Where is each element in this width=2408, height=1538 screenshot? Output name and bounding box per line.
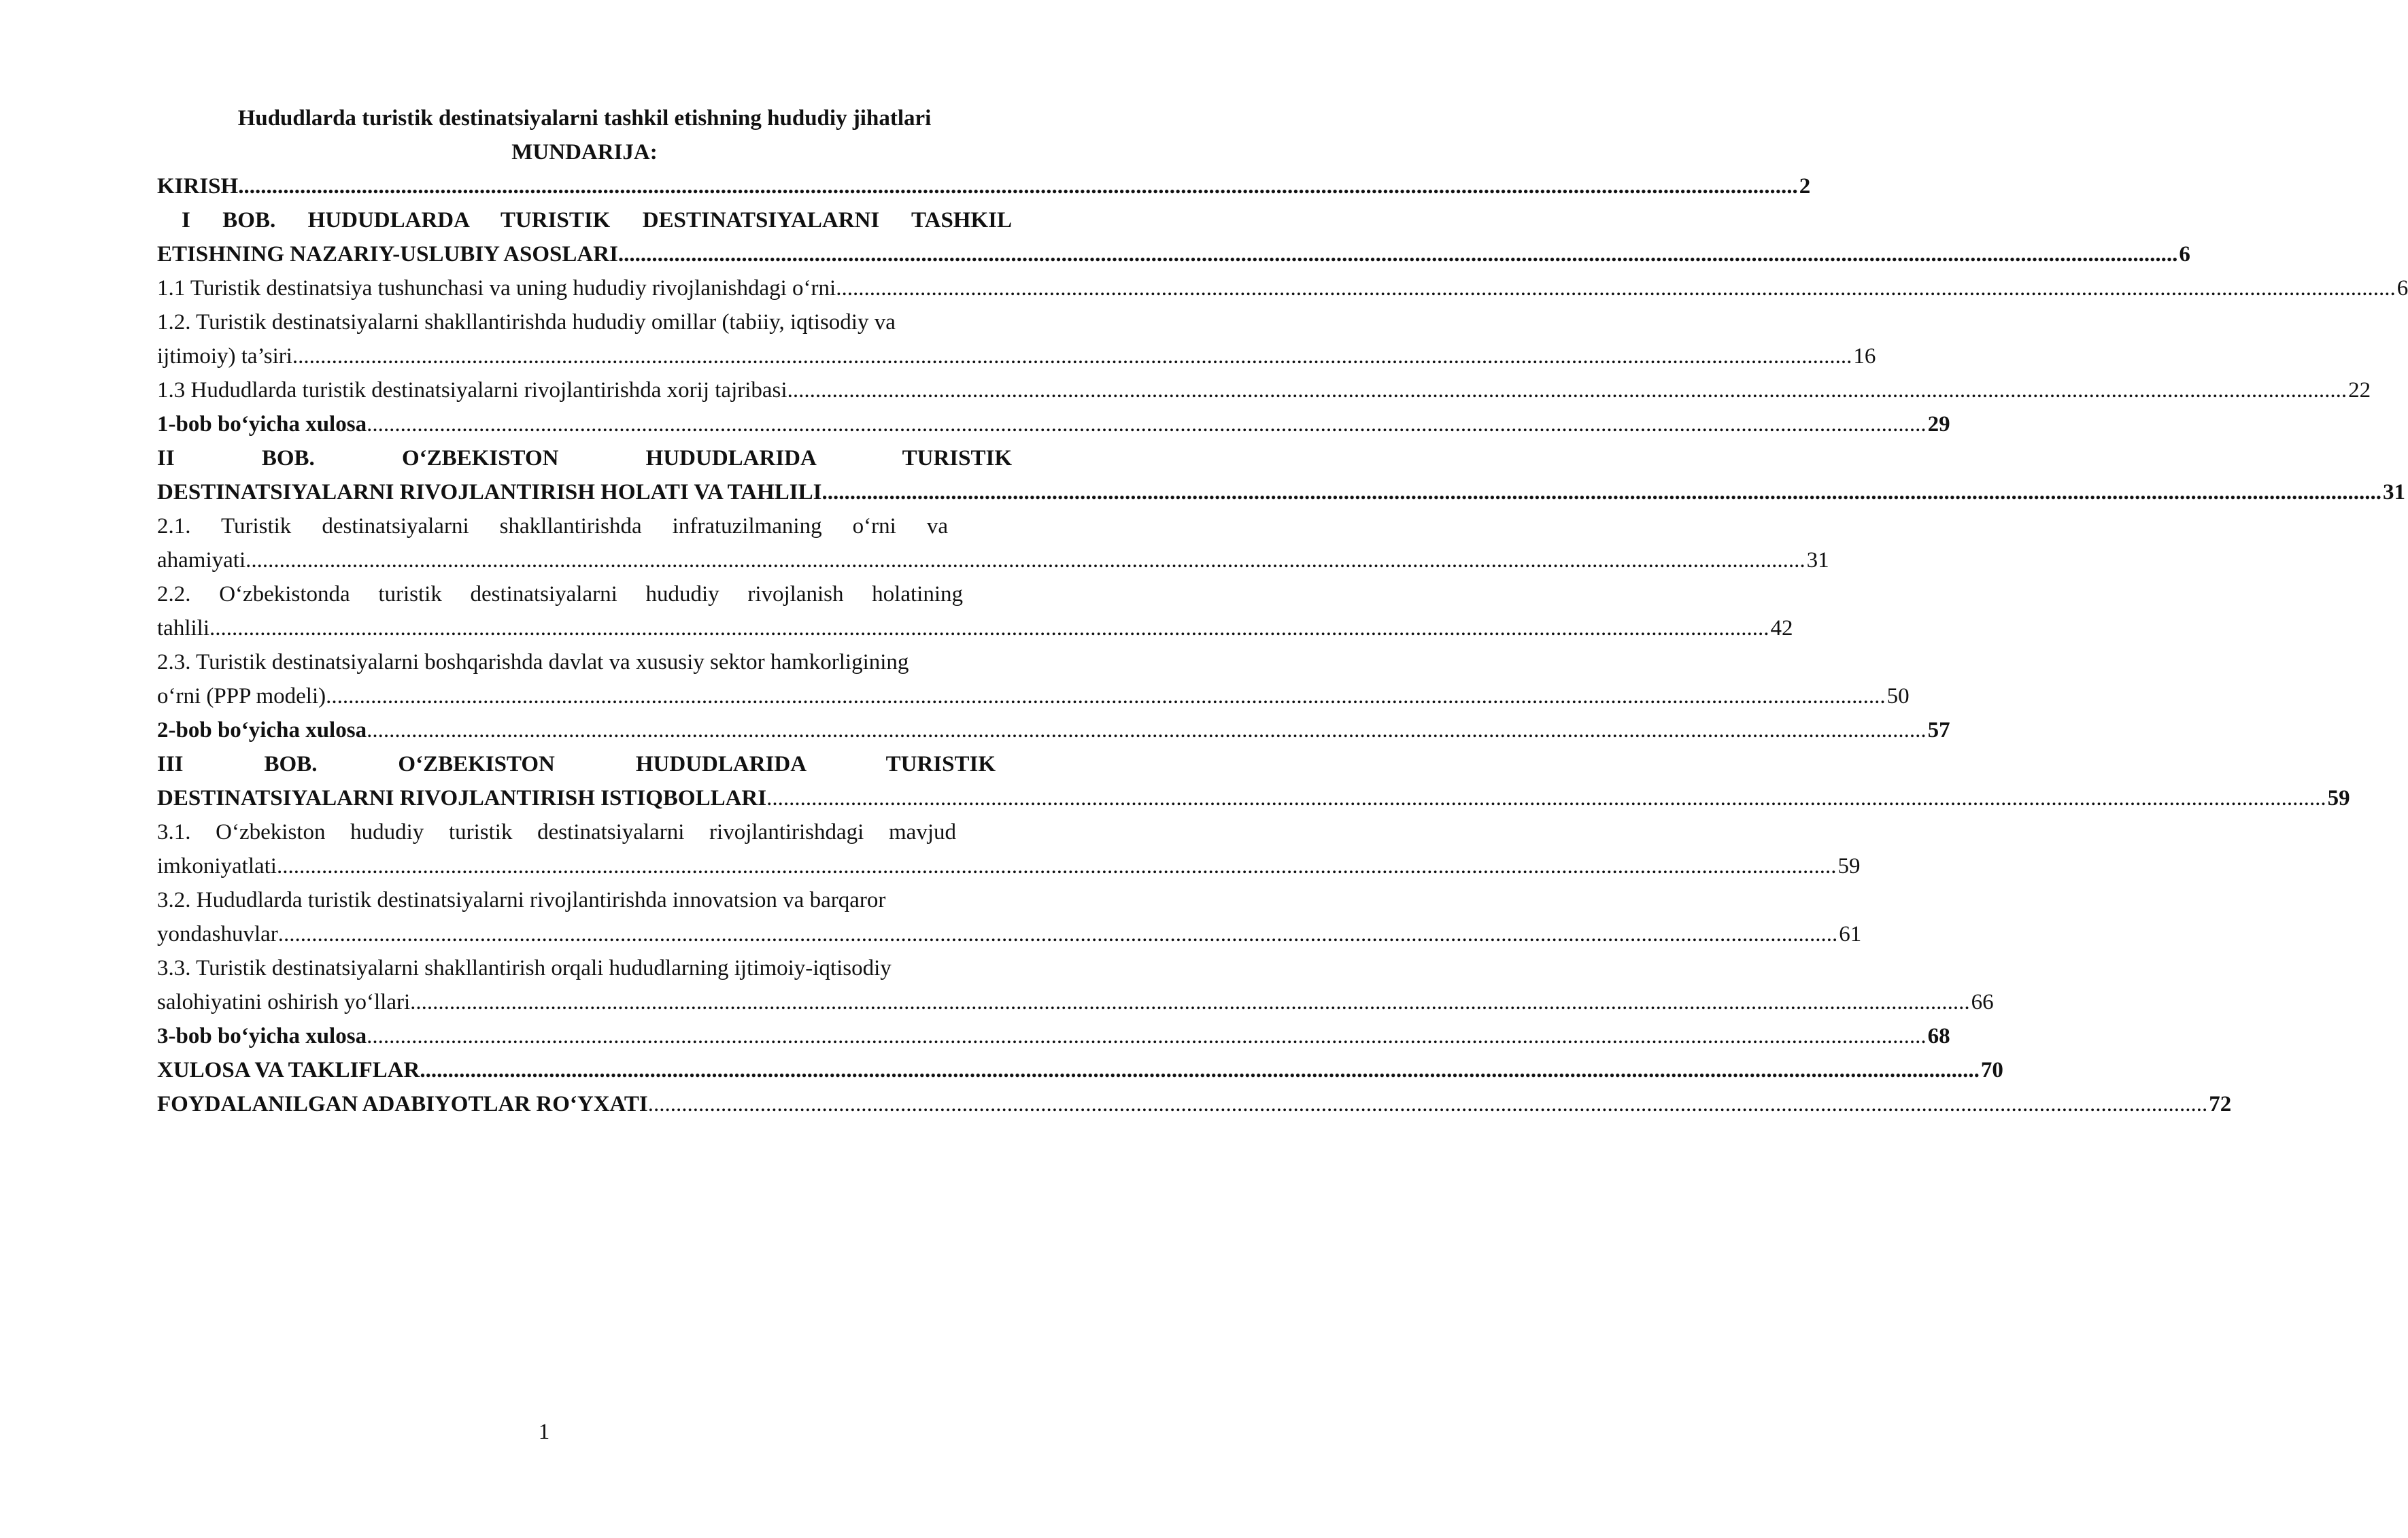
toc-chapter-2-heading[interactable]: II BOB. O‘ZBEKISTON HUDUDLARIDA TURISTIK xyxy=(157,446,1012,471)
toc-entry-2-3-line1[interactable]: 2.3. Turistik destinatsiyalarni boshqarishda davlat va xususiy sektor hamkorligining xyxy=(157,650,909,674)
toc-entry-2-1-line1[interactable]: 2.1. Turistik destinatsiyalarni shakllantirishda infratuzilmaning o‘rni va xyxy=(157,514,948,539)
toc-leader-dots xyxy=(238,169,1798,203)
toc-heading: MUNDARIJA: xyxy=(511,140,658,165)
toc-entry-2-1[interactable] xyxy=(157,543,1829,577)
toc-entry-2-2-line1[interactable]: 2.2. O‘zbekistonda turistik destinatsiyalarni hududiy rivojlanish holatining xyxy=(157,582,963,606)
toc-entry-page: 31 xyxy=(2382,480,2405,505)
page-content xyxy=(157,101,2408,1121)
toc-entry-references[interactable] xyxy=(157,1087,2232,1121)
toc-entry-page: 16 xyxy=(1853,344,1876,369)
toc-entry-page: 6 xyxy=(2396,276,2408,301)
toc-leader-dots xyxy=(648,1087,2208,1121)
toc-entry-page: 42 xyxy=(1770,616,1793,640)
toc-entry-page: 72 xyxy=(2209,1092,2232,1116)
toc-leader-dots xyxy=(277,849,1837,883)
toc-entry-page: 31 xyxy=(1806,548,1829,573)
toc-entry-3-3-line1[interactable]: 3.3. Turistik destinatsiyalarni shakllantirish orqali hududlarning ijtimoiy-iqtisodiy xyxy=(157,956,892,980)
toc-entry-title: KIRISH xyxy=(157,174,239,199)
toc-leader-dots xyxy=(618,237,2178,271)
toc-leader-dots xyxy=(278,917,1838,951)
toc-chapter-3-heading[interactable]: III BOB. O‘ZBEKISTON HUDUDLARIDA TURISTIK xyxy=(157,752,996,776)
toc-leader-dots xyxy=(367,713,1927,747)
toc-entry-chapter-1[interactable] xyxy=(157,237,2190,271)
page-number: 1 xyxy=(538,1420,550,1444)
toc-entry-2-2[interactable] xyxy=(157,611,1793,645)
toc-entry-3-1-line1[interactable]: 3.1. O‘zbekiston hududiy turistik destinatsiyalarni rivojlantirishdagi mavjud xyxy=(157,820,956,844)
toc-leader-dots xyxy=(367,407,1927,441)
toc-entry-page: 61 xyxy=(1839,922,1862,946)
toc-entry-1-3[interactable] xyxy=(157,373,2371,407)
toc-entry-title: ijtimoiy) ta’siri xyxy=(157,344,292,369)
toc-entry-title: salohiyatini oshirish yo‘llari xyxy=(157,990,411,1014)
toc-entry-page: 29 xyxy=(1927,412,1950,437)
toc-entry-title: tahlili xyxy=(157,616,209,640)
toc-leader-dots xyxy=(420,1053,1980,1087)
toc-entry-1-1[interactable] xyxy=(157,271,2408,305)
toc-entry-1-2[interactable] xyxy=(157,339,1876,373)
toc-entry-title: 1.3 Hududlarda turistik destinatsiyalarni rivojlantirishda xorij tajribasi xyxy=(157,378,787,403)
toc-entry-title: 2-bob bo‘yicha xulosa xyxy=(157,718,367,742)
toc-leader-dots xyxy=(326,679,1886,713)
toc-leader-dots xyxy=(821,475,2381,509)
toc-chapter-1-heading[interactable]: I BOB. HUDUDLARDA TURISTIK DESTINATSIYALARNI TASHKIL xyxy=(182,208,1012,233)
toc-entry-title: o‘rni (PPP modeli) xyxy=(157,684,326,708)
toc-entry-title: XULOSA VA TAKLIFLAR xyxy=(157,1058,420,1082)
toc-leader-dots xyxy=(766,781,2326,815)
toc-entry-title: imkoniyatlati xyxy=(157,854,277,878)
toc-leader-dots xyxy=(787,373,2347,407)
toc-entry-chapter-3[interactable] xyxy=(157,781,2350,815)
toc-leader-dots xyxy=(836,271,2396,305)
toc-leader-dots xyxy=(292,339,1852,373)
toc-entry-page: 22 xyxy=(2348,378,2371,403)
toc-entry-page: 59 xyxy=(2327,786,2350,810)
toc-entry-chapter-2[interactable] xyxy=(157,475,2405,509)
toc-leader-dots xyxy=(245,543,1805,577)
toc-entry-title: FOYDALANILGAN ADABIYOTLAR RO‘YXATI xyxy=(157,1092,648,1116)
toc-entry-title: ETISHNING NAZARIY-USLUBIY ASOSLARI xyxy=(157,242,618,267)
toc-entry-page: 2 xyxy=(1799,174,1811,199)
toc-entry-chapter-3-conclusion[interactable] xyxy=(157,1019,1950,1053)
toc-entry-3-3[interactable] xyxy=(157,985,1994,1019)
toc-entry-title: DESTINATSIYALARNI RIVOJLANTIRISH ISTIQBOLLARI xyxy=(157,786,767,810)
toc-entry-3-2[interactable] xyxy=(157,917,1862,951)
toc-entry-title: DESTINATSIYALARNI RIVOJLANTIRISH HOLATI VA TAHLILI xyxy=(157,480,822,505)
toc-entry-page: 68 xyxy=(1927,1024,1950,1048)
toc-entry-chapter-2-conclusion[interactable] xyxy=(157,713,1950,747)
toc-entry-3-1[interactable] xyxy=(157,849,1861,883)
toc-entry-page: 6 xyxy=(2179,242,2190,267)
toc-entry-conclusions[interactable] xyxy=(157,1053,2003,1087)
toc-entry-2-3[interactable] xyxy=(157,679,1910,713)
toc-entry-title: 3-bob bo‘yicha xulosa xyxy=(157,1024,367,1048)
toc-leader-dots xyxy=(367,1019,1927,1053)
toc-entry-title: 1.1 Turistik destinatsiya tushunchasi va uning hududiy rivojlanishdagi o‘rni xyxy=(157,276,836,301)
toc-entry-title: ahamiyati xyxy=(157,548,246,573)
toc-entry-page: 57 xyxy=(1927,718,1950,742)
toc-entry-title: yondashuvlar xyxy=(157,922,278,946)
toc-entry-title: 1-bob bo‘yicha xulosa xyxy=(157,412,367,437)
toc-entry-page: 50 xyxy=(1886,684,1910,708)
toc-leader-dots xyxy=(410,985,1970,1019)
toc-entry-chapter-1-conclusion[interactable] xyxy=(157,407,1950,441)
toc-leader-dots xyxy=(209,611,1769,645)
toc-entry-page: 59 xyxy=(1837,854,1861,878)
toc-entry-page: 66 xyxy=(1971,990,1994,1014)
toc-entry-1-2-line1[interactable]: 1.2. Turistik destinatsiyalarni shakllantirishda hududiy omillar (tabiiy, iqtisodiy va xyxy=(157,310,896,335)
toc-entry-kirish[interactable] xyxy=(157,169,1811,203)
toc-entry-3-2-line1[interactable]: 3.2. Hududlarda turistik destinatsiyalarni rivojlantirishda innovatsion va barqaror xyxy=(157,888,886,912)
document-title: Hududlarda turistik destinatsiyalarni tashkil etishning hududiy jihatlari xyxy=(237,106,932,131)
toc-entry-page: 70 xyxy=(1980,1058,2003,1082)
